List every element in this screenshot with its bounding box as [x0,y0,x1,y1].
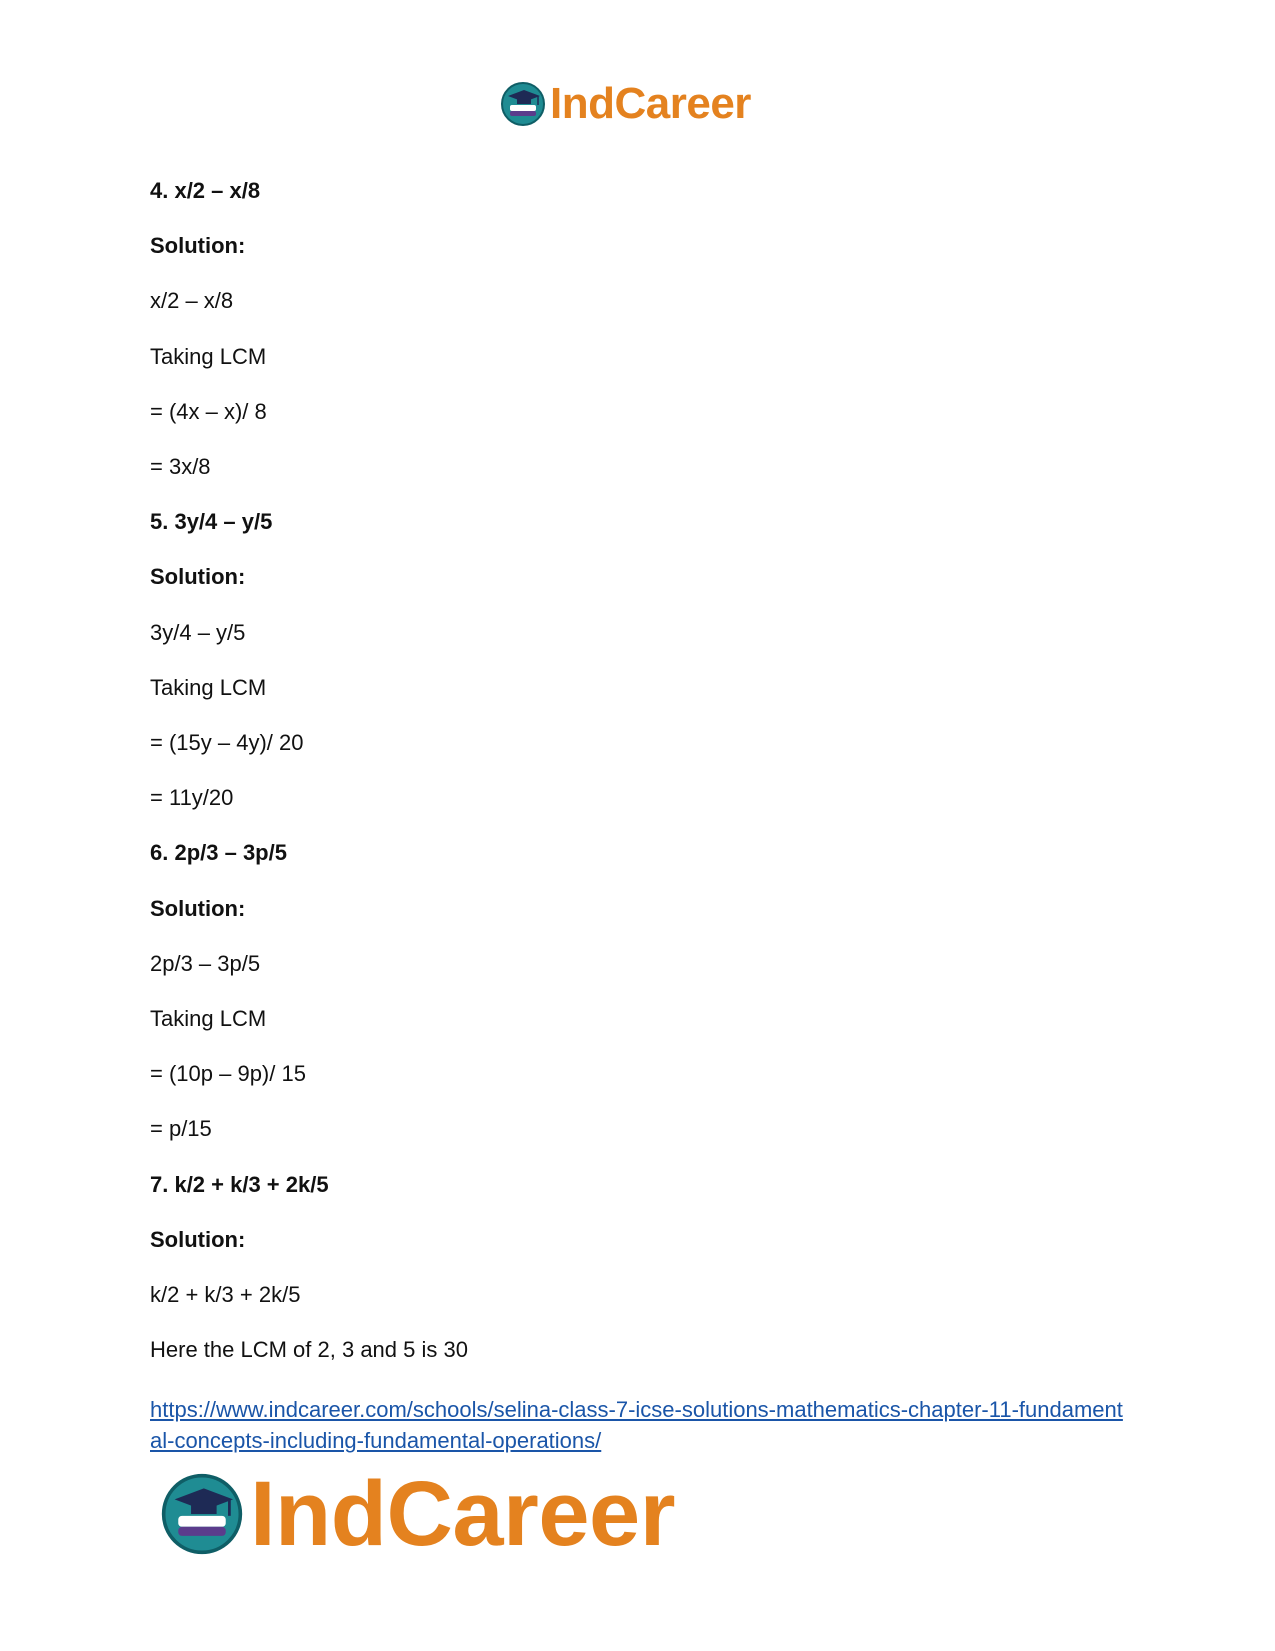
logo-wordmark: IndCareer [550,79,751,128]
solution-step: Here the LCM of 2, 3 and 5 is 30 [150,1337,468,1362]
question-heading: 6. 2p/3 – 3p/5 [150,840,287,865]
solution-heading: Solution: [150,233,246,258]
indcareer-logo-top [500,80,751,128]
solution-step: x/2 – x/8 [150,288,234,313]
solution-heading: Solution: [150,1227,246,1252]
solution-step: Taking LCM [150,344,267,369]
solution-step: = (10p – 9p)/ 15 [150,1061,306,1086]
question-heading: 7. k/2 + k/3 + 2k/5 [150,1172,329,1197]
graduation-book-icon [500,81,546,127]
solution-step: 2p/3 – 3p/5 [150,951,261,976]
indcareer-logo-bottom [160,1463,675,1565]
solution-heading: Solution: [150,896,246,921]
solution-step: = 3x/8 [150,454,211,479]
question-heading: 5. 3y/4 – y/5 [150,509,273,534]
solution-step: Taking LCM [150,1006,267,1031]
solution-step: = p/15 [150,1116,212,1141]
solution-step: = (15y – 4y)/ 20 [150,730,304,755]
solution-step: k/2 + k/3 + 2k/5 [150,1282,301,1307]
solution-heading: Solution: [150,564,246,589]
solution-step: 3y/4 – y/5 [150,620,246,645]
logo-wordmark: IndCareer [250,1463,675,1565]
source-link[interactable]: https://www.indcareer.com/schools/selina-class-7-icse-solutions-mathematics-chapter-11-fundamental-concepts-including-fundamental-operations/ [150,1397,1123,1453]
solution-step: = (4x – x)/ 8 [150,399,267,424]
question-heading: 4. x/2 – x/8 [150,178,261,203]
solution-step: = 11y/20 [150,785,234,810]
graduation-book-icon [160,1472,244,1556]
solution-step: Taking LCM [150,675,267,700]
